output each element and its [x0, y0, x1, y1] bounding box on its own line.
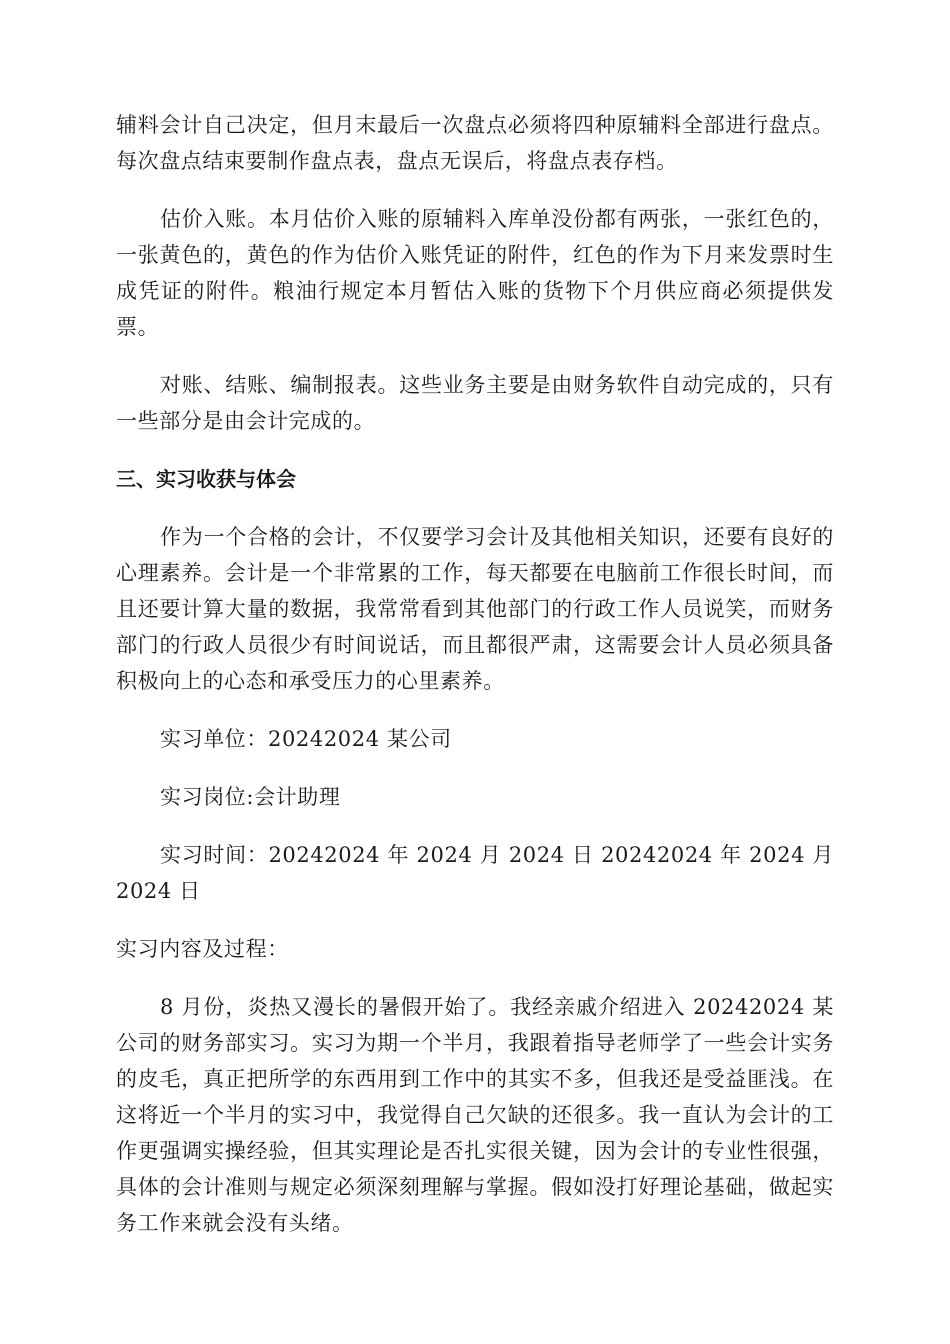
paragraph-accountant-qualities: 作为一个合格的会计，不仅要学习会计及其他相关知识，还要有良好的心理素养。会计是一个非常累的工作，每天都要在电脑前工作很长时间，而且还要计算大量的数据，我常常看到其他部门的行政工作人员说笑，而财务部门的行政人员很少有时间说话，而且都很严肃，这需要会计人员必须具备积极向上的心态和承受压力的心里素养。 — [116, 525, 834, 693]
paragraph-internship-content-label: 实习内容及过程： — [116, 937, 289, 961]
section-heading: 三、实习收获与体会 — [116, 467, 296, 491]
document-body — [116, 107, 834, 1241]
paragraph-estimated-entry: 估价入账。本月估价入账的原辅料入库单没份都有两张，一张红色的，一张黄色的，黄色的作为估价入账凭证的附件，红色的作为下月来发票时生成凭证的附件。粮油行规定本月暂估入账的货物下个月供应商必须提供发票。 — [116, 207, 834, 339]
paragraph-inventory-count: 辅料会计自己决定，但月末最后一次盘点必须将四种原辅料全部进行盘点。每次盘点结束要制作盘点表，盘点无误后，将盘点表存档。 — [116, 113, 834, 173]
paragraph-internship-position: 实习岗位:会计助理 — [160, 785, 341, 809]
paragraph-internship-process: 8 月份，炎热又漫长的暑假开始了。我经亲戚介绍进入 20242024 某公司的财务部实习。实习为期一个半月，我跟着指导老师学了一些会计实务的皮毛，真正把所学的东西用到工作中的其实不多，但我还是受益匪浅。在这将近一个半月的实习中，我觉得自己欠缺的还很多。我一直认为会计的工作更强调实操经验，但其实理论是否扎实很关键，因为会计的专业性很强，具体的会计准则与规定必须深刻理解与掌握。假如没打好理论基础，做起实务工作来就会没有头绪。 — [116, 995, 834, 1235]
paragraph-reconciliation: 对账、结账、编制报表。这些业务主要是由财务软件自动完成的，只有一些部分是由会计完成的。 — [116, 373, 834, 433]
paragraph-internship-unit: 实习单位：20242024 某公司 — [160, 727, 452, 751]
paragraph-internship-time: 实习时间：20242024 年 2024 月 2024 日 20242024 年 2024 月 2024 日 — [116, 843, 834, 903]
